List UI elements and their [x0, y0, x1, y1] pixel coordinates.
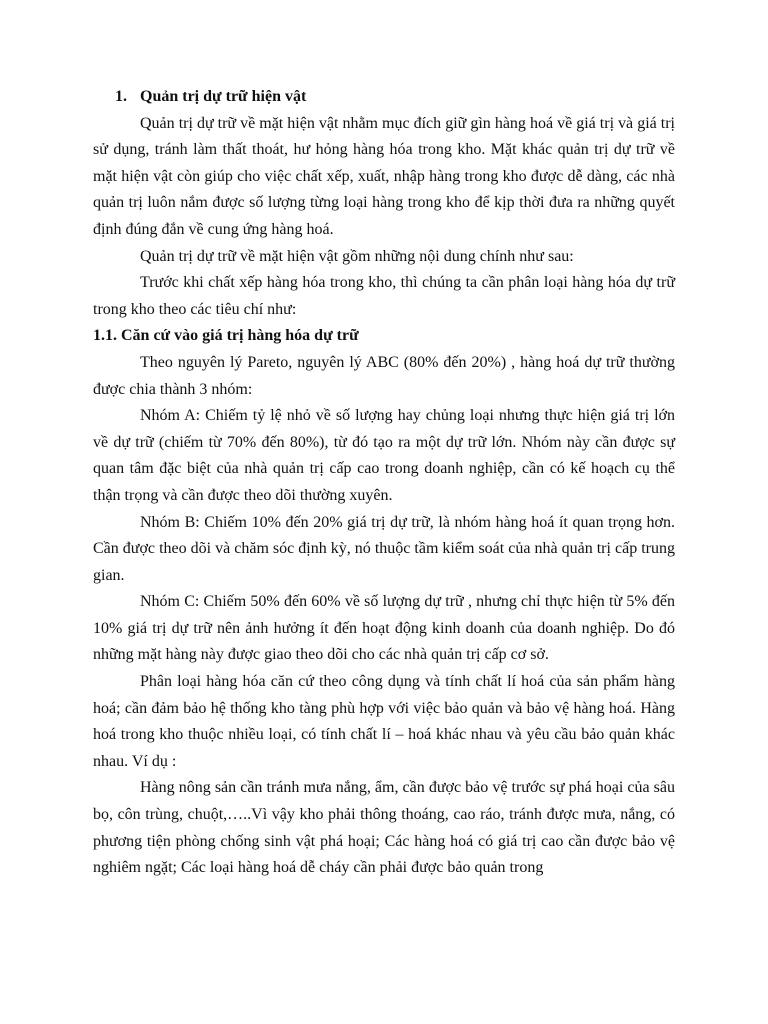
paragraph: Phân loại hàng hóa căn cứ theo công dụng và tính chất lí hoá của sản phẩm hàng hoá; cần đảm bảo hệ thống kho tàng phù hợp với việc bảo quản và bảo vệ hàng hoá. Hàng hoá trong kho thuộc nhiều loại, có tính chất lí – hoá khác nhau và yêu cầu bảo quản khác nhau. Ví dụ : — [93, 673, 675, 770]
paragraph: Quản trị dự trữ về mặt hiện vật nhằm mục đích giữ gìn hàng hoá về giá trị và giá trị sử dụng, tránh làm thất thoát, hư hỏng hàng hóa trong kho. Mặt khác quản trị dự trữ về mặt hiện vật còn giúp cho việc chất xếp, xuất, nhập hàng trong kho được dễ dàng, các nhà quản trị luôn nắm được số lượng từng loại hàng trong kho để kịp thời đưa ra những quyết định đúng đắn về cung ứng hàng hoá. — [93, 114, 675, 238]
section-heading-1 — [93, 84, 675, 111]
section-number: 1. — [115, 88, 127, 105]
paragraph: Nhóm A: Chiếm tỷ lệ nhỏ về số lượng hay chủng loại nhưng thực hiện giá trị lớn về dự trữ (chiếm từ 70% đến 80%), từ đó tạo ra một dự trữ lớn. Nhóm này cần được sự quan tâm đặc biệt của nhà quản trị cấp cao trong doanh nghiệp, cần có kế hoạch cụ thể thận trọng và cần được theo dõi thường xuyên. — [93, 407, 675, 504]
section-title: Quản trị dự trữ hiện vật — [140, 88, 307, 105]
document-page — [93, 84, 675, 882]
paragraph: Hàng nông sản cần tránh mưa nắng, ẩm, cần được bảo vệ trước sự phá hoại của sâu bọ, côn trùng, chuột,…..Vì vậy kho phải thông thoáng, cao ráo, tránh được mưa, nắng, có phương tiện phòng chống sinh vật phá hoại; Các hàng hoá có giá trị cao cần được bảo vệ nghiêm ngặt; Các loại hàng hoá dễ cháy cần phải được bảo quản trong — [93, 779, 675, 877]
subsection-heading: 1.1. Căn cứ vào giá trị hàng hóa dự trữ — [93, 327, 359, 345]
paragraph: Trước khi chất xếp hàng hóa trong kho, thì chúng ta cần phân loại hàng hóa dự trữ trong kho theo các tiêu chí như: — [93, 274, 675, 318]
paragraph: Nhóm C: Chiếm 50% đến 60% về số lượng dự trữ , nhưng chỉ thực hiện từ 5% đến 10% giá trị dự trữ nên ảnh hưởng ít đến hoạt động kinh doanh của doanh nghiệp. Do đó những mặt hàng này được giao theo dõi cho các nhà quản trị cấp cơ sở. — [93, 593, 675, 664]
paragraph: Theo nguyên lý Pareto, nguyên lý ABC (80% đến 20%) , hàng hoá dự trữ thường được chia thành 3 nhóm: — [93, 353, 675, 398]
paragraph: Nhóm B: Chiếm 10% đến 20% giá trị dự trữ, là nhóm hàng hoá ít quan trọng hơn. Cần được theo dõi và chăm sóc định kỳ, nó thuộc tầm kiểm soát của nhà quản trị cấp trung gian. — [93, 513, 675, 584]
paragraph: Quản trị dự trữ về mặt hiện vật gồm những nội dung chính như sau: — [140, 247, 574, 265]
